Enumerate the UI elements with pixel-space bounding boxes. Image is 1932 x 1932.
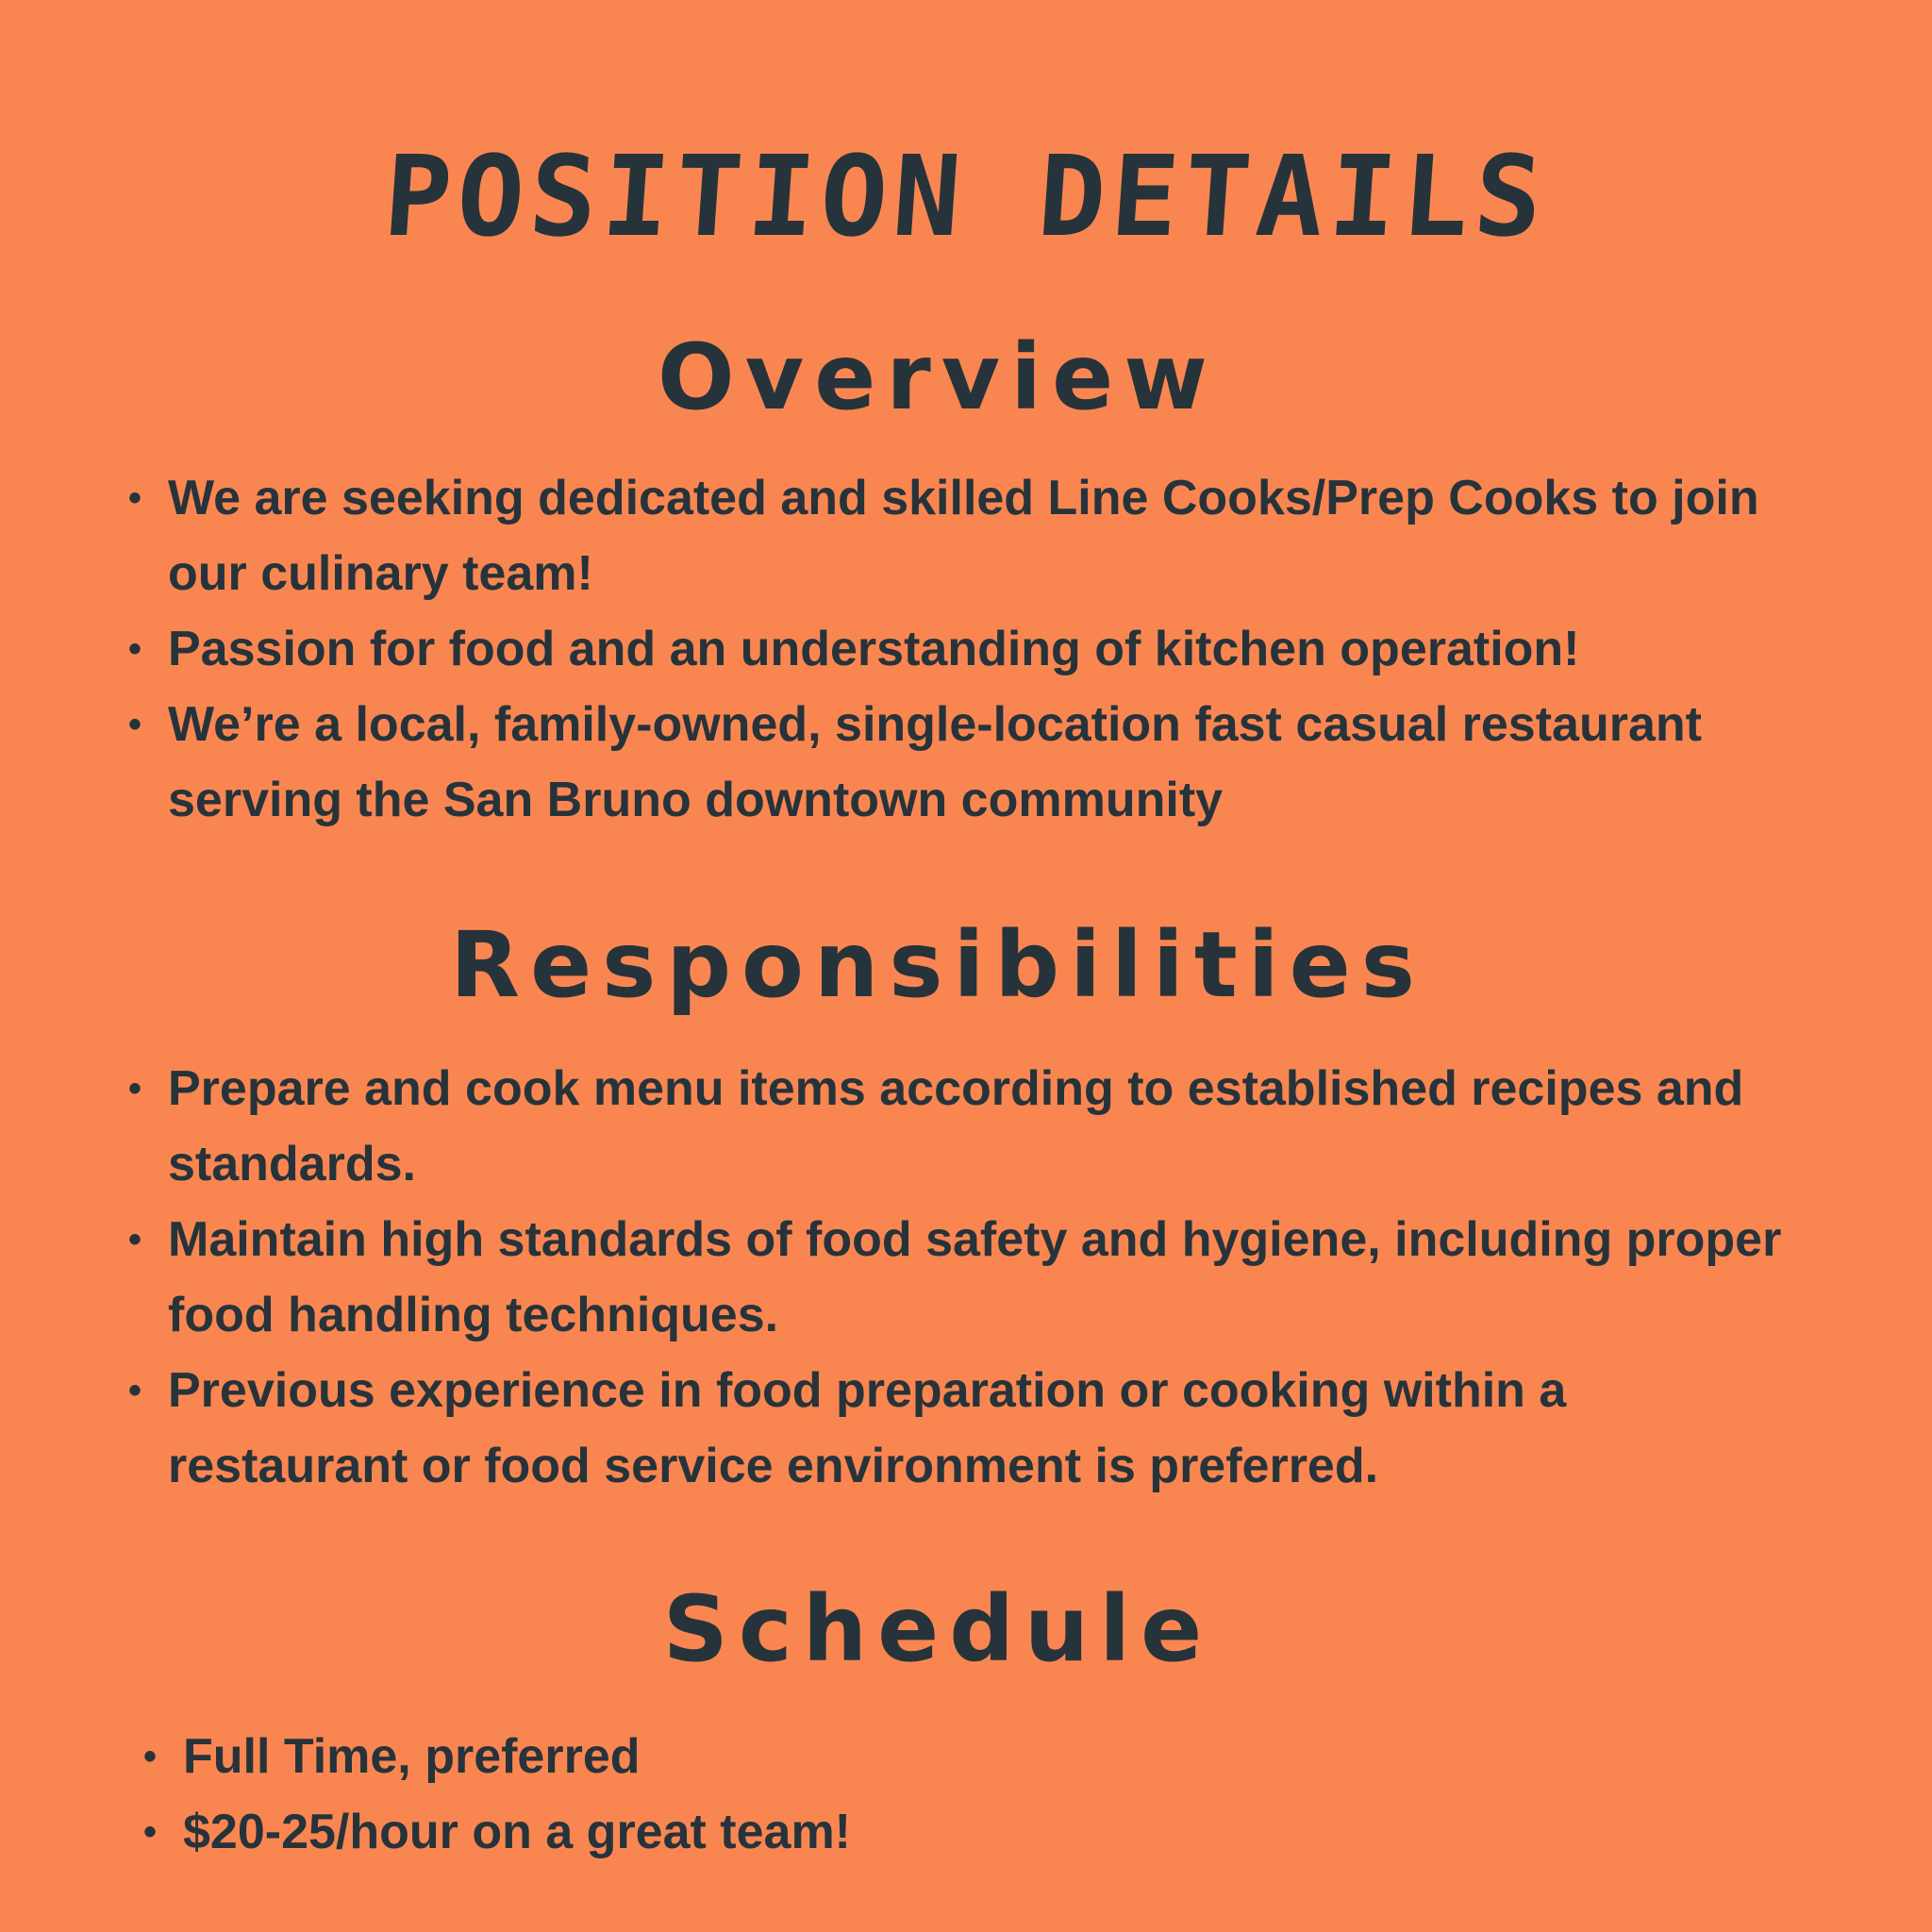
bullet-icon: • (128, 628, 142, 670)
list-item (143, 1719, 1653, 1794)
bullet-icon: • (128, 1370, 142, 1411)
bullet-icon: • (128, 1068, 142, 1109)
bullet-icon: • (143, 1811, 158, 1853)
list-item-text: We are seeking dedicated and skilled Line Cooks/Prep Cooks to join our culinary team! (168, 471, 1759, 601)
page-title: POSITION DETAILS (379, 131, 1553, 261)
list-item (128, 1202, 1807, 1353)
list-item-text: $20-25/hour on a great team! (183, 1805, 851, 1859)
list-item (128, 687, 1807, 838)
overview-list (128, 460, 1807, 838)
overview-heading: Overview (658, 325, 1218, 430)
list-item-text: Full Time, preferred (183, 1729, 641, 1784)
responsibilities-list (128, 1051, 1807, 1504)
schedule-heading: Schedule (662, 1576, 1213, 1682)
list-item-text: Passion for food and an understanding of kitchen operation! (168, 622, 1580, 676)
list-item (128, 460, 1807, 611)
list-item (128, 1353, 1807, 1504)
list-item-text: We’re a local, family-owned, single-location fast casual restaurant serving the San Bruno downtown community (168, 697, 1702, 827)
bullet-icon: • (128, 704, 142, 745)
list-item (143, 1794, 1653, 1870)
list-item-text: Maintain high standards of food safety and hygiene, including proper food handling techniques. (168, 1212, 1782, 1342)
bullet-icon: • (128, 1219, 142, 1260)
list-item-text: Prepare and cook menu items according to established recipes and standards. (168, 1061, 1744, 1191)
responsibilities-heading: Responsibilities (450, 912, 1425, 1018)
list-item (128, 611, 1807, 687)
bullet-icon: • (128, 477, 142, 519)
bullet-icon: • (143, 1736, 158, 1777)
list-item (128, 1051, 1807, 1202)
schedule-list (143, 1719, 1653, 1870)
list-item-text: Previous experience in food preparation or cooking within a restaurant or food service environment is preferred. (168, 1363, 1567, 1493)
